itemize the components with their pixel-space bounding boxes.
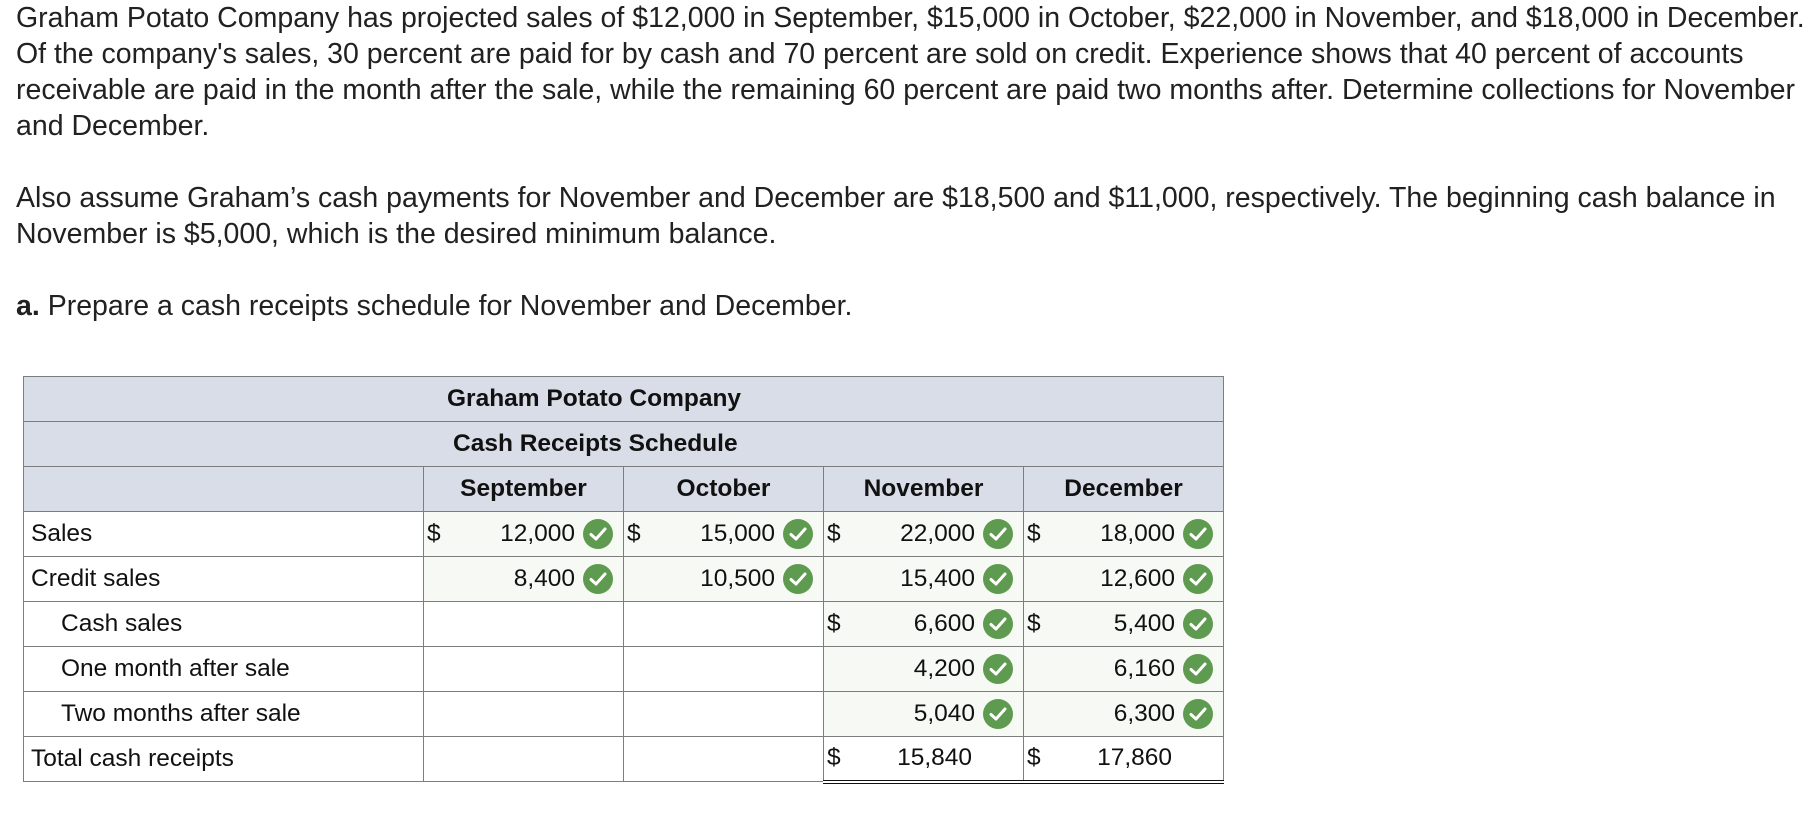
dollar-sign: $ bbox=[827, 744, 841, 772]
row-label-sales: Sales bbox=[24, 512, 424, 557]
empty-cell bbox=[424, 692, 624, 737]
sales-september-input[interactable] bbox=[424, 512, 624, 557]
blank-header-cell bbox=[24, 467, 424, 512]
check-circle-icon bbox=[1183, 609, 1213, 639]
row-label-two-months-after: Two months after sale bbox=[24, 692, 424, 737]
schedule-title-header: Cash Receipts Schedule bbox=[24, 422, 1224, 467]
one-month-december-value: 6,160 bbox=[1113, 655, 1175, 682]
dollar-sign: $ bbox=[827, 520, 841, 547]
two-months-november-input[interactable] bbox=[824, 692, 1024, 737]
sales-november-input[interactable] bbox=[824, 512, 1024, 557]
check-circle-icon bbox=[983, 564, 1013, 594]
row-label-credit-sales: Credit sales bbox=[24, 557, 424, 602]
empty-cell bbox=[424, 737, 624, 782]
total-december-cell bbox=[1024, 737, 1224, 782]
table-row-total-cash-receipts bbox=[24, 737, 1224, 782]
credit-sales-december-input[interactable] bbox=[1024, 557, 1224, 602]
check-circle-icon bbox=[983, 519, 1013, 549]
cash-sales-november-input[interactable] bbox=[824, 602, 1024, 647]
part-label: a. bbox=[16, 290, 40, 322]
problem-paragraph-2: Also assume Graham’s cash payments for November and December are $18,500 and $11,000, respectively. The beginning cash balance in November is $5,000, which is the desired minimum balance. bbox=[16, 182, 1776, 250]
check-circle-icon bbox=[783, 519, 813, 549]
month-header-september: September bbox=[424, 467, 624, 512]
empty-cell bbox=[624, 602, 824, 647]
one-month-december-input[interactable] bbox=[1024, 647, 1224, 692]
dollar-sign: $ bbox=[427, 520, 441, 547]
company-name-header: Graham Potato Company bbox=[24, 377, 1224, 422]
credit-sales-november-value: 15,400 bbox=[900, 565, 975, 592]
credit-sales-december-value: 12,600 bbox=[1100, 565, 1175, 592]
dollar-sign: $ bbox=[1027, 744, 1041, 772]
table-row-sales bbox=[24, 512, 1224, 557]
month-header-november: November bbox=[824, 467, 1024, 512]
month-header-october: October bbox=[624, 467, 824, 512]
part-text: Prepare a cash receipts schedule for November and December. bbox=[39, 290, 853, 322]
credit-sales-november-input[interactable] bbox=[824, 557, 1024, 602]
cash-sales-december-input[interactable] bbox=[1024, 602, 1224, 647]
two-months-december-input[interactable] bbox=[1024, 692, 1224, 737]
cash-sales-december-value: 5,400 bbox=[1113, 610, 1175, 637]
credit-sales-october-input[interactable] bbox=[624, 557, 824, 602]
dollar-sign: $ bbox=[1027, 610, 1041, 637]
dollar-sign: $ bbox=[627, 520, 641, 547]
empty-cell bbox=[624, 647, 824, 692]
sales-december-value: 18,000 bbox=[1100, 520, 1175, 547]
dollar-sign: $ bbox=[1027, 520, 1041, 547]
empty-cell bbox=[424, 647, 624, 692]
credit-sales-september-input[interactable] bbox=[424, 557, 624, 602]
two-months-november-value: 5,040 bbox=[913, 700, 975, 727]
check-circle-icon bbox=[583, 564, 613, 594]
check-circle-icon bbox=[1183, 654, 1213, 684]
table-row-cash-sales bbox=[24, 602, 1224, 647]
sales-september-value: 12,000 bbox=[500, 520, 575, 547]
table-row-two-months-after bbox=[24, 692, 1224, 737]
two-months-december-value: 6,300 bbox=[1113, 700, 1175, 727]
total-november-value: 15,840 bbox=[897, 744, 972, 772]
check-circle-icon bbox=[583, 519, 613, 549]
cash-sales-november-value: 6,600 bbox=[913, 610, 975, 637]
sales-october-input[interactable] bbox=[624, 512, 824, 557]
problem-paragraph-1: Graham Potato Company has projected sales of $12,000 in September, $15,000 in October, $22,000 in November, and $18,000 in December. Of the company's sales, 30 percent are paid for by cash and 70 percent are sold on credit. Experience shows that 40 percent of accounts receivable are paid in the month after the sale, while the remaining 60 percent are paid two months after. Determine collections for November and December. bbox=[16, 2, 1805, 142]
month-header-december: December bbox=[1024, 467, 1224, 512]
check-circle-icon bbox=[1183, 519, 1213, 549]
check-circle-icon bbox=[1183, 699, 1213, 729]
dollar-sign: $ bbox=[827, 610, 841, 637]
sales-october-value: 15,000 bbox=[700, 520, 775, 547]
cash-receipts-schedule-table bbox=[23, 376, 1224, 784]
empty-cell bbox=[624, 692, 824, 737]
check-circle-icon bbox=[1183, 564, 1213, 594]
check-circle-icon bbox=[983, 609, 1013, 639]
one-month-november-value: 4,200 bbox=[913, 655, 975, 682]
table-row-one-month-after bbox=[24, 647, 1224, 692]
total-december-value: 17,860 bbox=[1097, 744, 1172, 772]
empty-cell bbox=[424, 602, 624, 647]
empty-cell bbox=[624, 737, 824, 782]
total-november-cell bbox=[824, 737, 1024, 782]
row-label-total-cash-receipts: Total cash receipts bbox=[24, 737, 424, 782]
check-circle-icon bbox=[983, 699, 1013, 729]
row-label-one-month-after: One month after sale bbox=[24, 647, 424, 692]
sales-november-value: 22,000 bbox=[900, 520, 975, 547]
problem-statement bbox=[16, 0, 1806, 324]
row-label-cash-sales: Cash sales bbox=[24, 602, 424, 647]
check-circle-icon bbox=[783, 564, 813, 594]
question-part-a bbox=[16, 288, 1806, 324]
one-month-november-input[interactable] bbox=[824, 647, 1024, 692]
table-row-credit-sales bbox=[24, 557, 1224, 602]
credit-sales-september-value: 8,400 bbox=[513, 565, 575, 592]
sales-december-input[interactable] bbox=[1024, 512, 1224, 557]
credit-sales-october-value: 10,500 bbox=[700, 565, 775, 592]
check-circle-icon bbox=[983, 654, 1013, 684]
